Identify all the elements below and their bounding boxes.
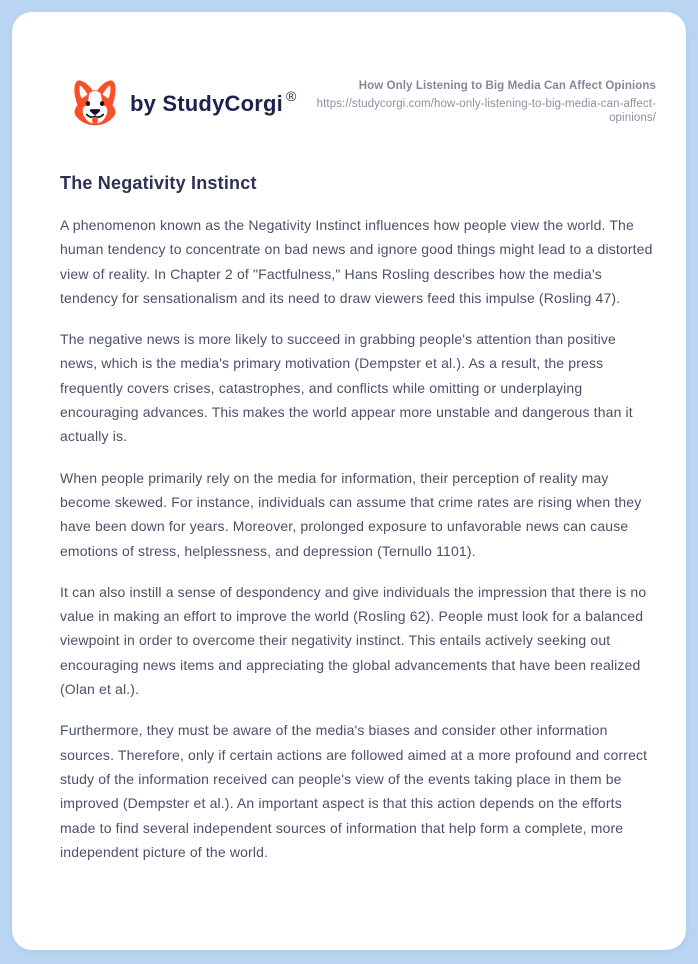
article-paragraph: When people primarily rely on the media for information, their perception of reality may become skewed. For instance, individuals can assume that crime rates are rising when they have been down for years. Moreover, prolonged exposure to unfavorable news can cause emotions of stress, helplessness, and depression (Ternullo 1101). xyxy=(60,469,642,559)
brand-label xyxy=(130,88,296,117)
registered-trademark: ® xyxy=(285,87,297,104)
studycorgi-brand xyxy=(60,75,296,129)
document-info xyxy=(300,79,656,125)
article-paragraph: Furthermore, they must be aware of the media's biases and consider other information sources. Therefore, only if certain actions are followed aimed at a more profound and correct study of the information received can people's view of the events taking place in them be improved (Dempster et al.). An important aspect is that this action depends on the efforts made to find several independent sources of information that help form a complete, more independent picture of the world. xyxy=(60,722,648,860)
article-paragraph: The negative news is more likely to succeed in grabbing people's attention than positive news, which is the media's primary motivation (Dempster et al.). As a result, the press frequently covers crises, catastrophes, and conflicts while omitting or underplaying encouraging advances. This makes the world appear more unstable and dangerous than it actually is. xyxy=(60,331,633,445)
article-body xyxy=(60,173,656,864)
article-heading: The Negativity Instinct xyxy=(60,173,257,193)
document-url-link[interactable]: https://studycorgi.com/how-only-listening-to-big-media-can-affect-opinions/ xyxy=(316,97,656,124)
brand-label-text: by StudyCorgi xyxy=(130,90,283,116)
article-paragraph: It can also instill a sense of despondency and give individuals the impression that there is no value in making an effort to improve the world (Rosling 62). People must look for a balanced viewpoint in order to overcome their negativity instinct. This entails actively seeking out encouraging news items and appreciating the global advancements that have been realized (Olan et al.). xyxy=(60,583,647,698)
corgi-logo-icon xyxy=(70,75,120,129)
article-paragraph: A phenomenon known as the Negativity Instinct influences how people view the world. The human tendency to concentrate on bad news and ignore good things might lead to a distorted view of reality. In Chapter 2 of "Factfulness," Hans Rosling describes how the media's tendency for sensationalism and its need to draw viewers feed this impulse (Rosling 47). xyxy=(60,217,653,306)
document-card xyxy=(12,12,686,950)
page-header xyxy=(60,75,656,129)
document-title: How Only Listening to Big Media Can Affect Opinions xyxy=(358,80,656,92)
